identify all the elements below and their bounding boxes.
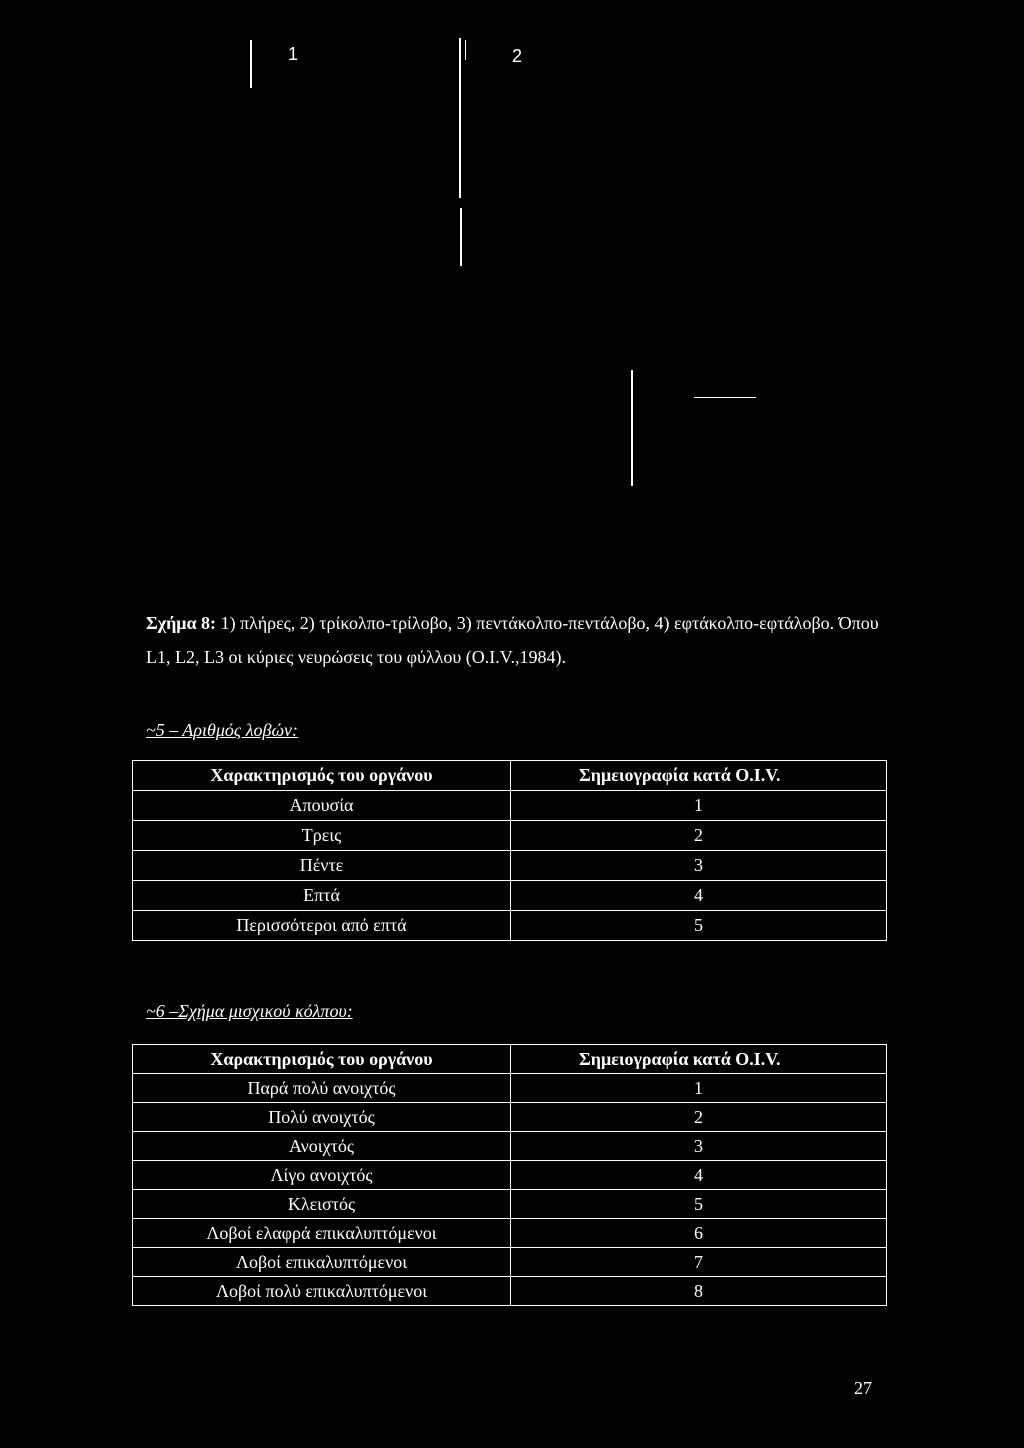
table-cell-characterization: Λοβοί πολύ επικαλυπτόμενοι: [133, 1277, 511, 1306]
table-row: [133, 1074, 887, 1103]
figure-stroke: [250, 40, 252, 88]
figure-stroke: [465, 40, 466, 60]
table-row: [133, 1248, 887, 1277]
table-cell-notation: 3: [511, 851, 887, 881]
column-header-notation: Σημειογραφία κατά O.I.V.: [511, 1045, 887, 1074]
table-row: [133, 851, 887, 881]
table-cell-notation: 2: [511, 1103, 887, 1132]
page-number: 27: [854, 1378, 872, 1398]
table-row: [133, 881, 887, 911]
table-cell-notation: 3: [511, 1132, 887, 1161]
table-row: [133, 1277, 887, 1306]
table-cell-characterization: Επτά: [133, 881, 511, 911]
table-cell-notation: 7: [511, 1248, 887, 1277]
figure-caption: [146, 606, 886, 674]
figure-stroke: [460, 208, 462, 266]
section-heading-sinus: ~6 –Σχήμα μισχικού κόλπου:: [146, 1001, 353, 1021]
table-row: [133, 1190, 887, 1219]
table-cell-characterization: Τρεις: [133, 821, 511, 851]
table-cell-characterization: Πολύ ανοιχτός: [133, 1103, 511, 1132]
table-header-row: [133, 761, 887, 791]
table-cell-characterization: Λίγο ανοιχτός: [133, 1161, 511, 1190]
table-header-row: [133, 1045, 887, 1074]
column-header-characterization: Χαρακτηρισμός του οργάνου: [133, 761, 511, 791]
table-cell-characterization: Πέντε: [133, 851, 511, 881]
table-cell-characterization: Ανοιχτός: [133, 1132, 511, 1161]
figure-stroke: [694, 397, 756, 398]
table-row: [133, 1219, 887, 1248]
table-cell-notation: 6: [511, 1219, 887, 1248]
lobes-table: [132, 760, 887, 941]
table-cell-notation: 8: [511, 1277, 887, 1306]
table-row: [133, 821, 887, 851]
table-cell-notation: 1: [511, 1074, 887, 1103]
table-cell-notation: 5: [511, 1190, 887, 1219]
figure-panel-label: 2: [512, 46, 523, 66]
table-cell-characterization: Παρά πολύ ανοιχτός: [133, 1074, 511, 1103]
column-header-characterization: Χαρακτηρισμός του οργάνου: [133, 1045, 511, 1074]
table-row: [133, 791, 887, 821]
table-cell-characterization: Απουσία: [133, 791, 511, 821]
table-cell-notation: 1: [511, 791, 887, 821]
column-header-notation: Σημειογραφία κατά O.I.V.: [511, 761, 887, 791]
table-cell-notation: 2: [511, 821, 887, 851]
table-cell-characterization: Κλειστός: [133, 1190, 511, 1219]
table-cell-notation: 4: [511, 1161, 887, 1190]
table-cell-notation: 5: [511, 911, 887, 941]
table-row: [133, 1161, 887, 1190]
table-cell-notation: 4: [511, 881, 887, 911]
sinus-table: [132, 1044, 887, 1306]
caption-text: 1) πλήρες, 2) τρίκολπο-τρίλοβο, 3) πεντάκολπο-πεντάλοβο, 4) εφτάκολπο-εφτάλοβο. Όπου L1, L2, L3 οι κύριες νευρώσεις του φύλλου (O.I.V.,1984).: [146, 613, 879, 667]
figure-stroke: [459, 38, 461, 198]
figure-panel-label: 1: [288, 44, 299, 64]
table-cell-characterization: Λοβοί ελαφρά επικαλυπτόμενοι: [133, 1219, 511, 1248]
table-row: [133, 1132, 887, 1161]
figure-stroke: [631, 370, 633, 486]
section-heading-lobes: ~5 – Αριθμός λοβών:: [146, 720, 299, 740]
table-row: [133, 1103, 887, 1132]
table-row: [133, 911, 887, 941]
table-cell-characterization: Περισσότεροι από επτά: [133, 911, 511, 941]
caption-lead: Σχήμα 8:: [146, 613, 217, 633]
table-cell-characterization: Λοβοί επικαλυπτόμενοι: [133, 1248, 511, 1277]
